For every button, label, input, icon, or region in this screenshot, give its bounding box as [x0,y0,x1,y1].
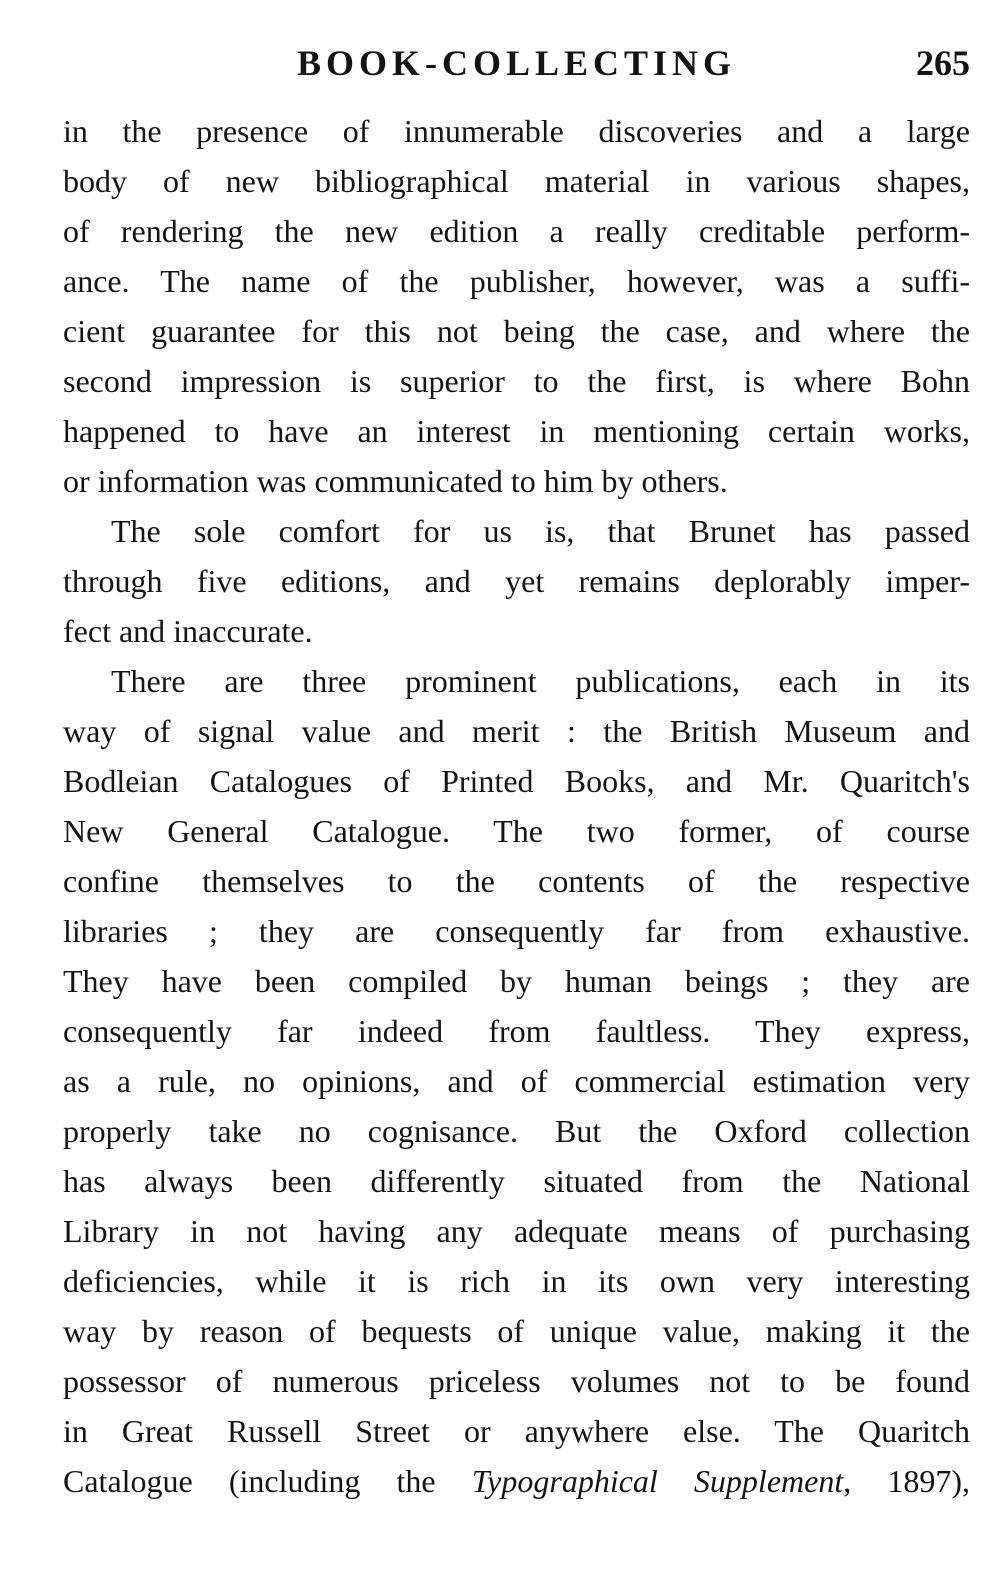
text-line [63,1106,970,1156]
text-segment: has always been differently situated from the National [63,1163,970,1199]
text-line [63,606,970,656]
page-header [63,40,970,86]
text-segment: properly take no cognisance. But the Oxford collection [63,1113,970,1149]
text-segment: libraries ; they are consequently far from exhaustive. [63,913,970,949]
text-line [63,456,970,506]
text-segment: The sole comfort for us is, that Brunet has passed [111,513,970,549]
paragraph [63,106,970,506]
text-segment: Catalogue (including the [63,1463,472,1499]
italic-text-segment: Typographical Supplement [471,1463,844,1499]
text-line [63,506,970,556]
text-line [63,206,970,256]
text-segment: fect and inaccurate. [63,613,313,649]
text-segment: consequently far indeed from faultless. They express, [63,1013,970,1049]
text-line [63,806,970,856]
text-line [63,1006,970,1056]
page-number: 265 [916,43,970,83]
text-segment: possessor of numerous priceless volumes not to be found [63,1363,970,1399]
text-line [63,1256,970,1306]
text-segment: Bodleian Catalogues of Printed Books, and Mr. Quaritch's [63,763,970,799]
text-line [63,406,970,456]
text-segment: through five editions, and yet remains deplorably imper- [63,563,970,599]
text-line [63,1206,970,1256]
paragraph [63,656,970,1506]
text-line [63,156,970,206]
text-line [63,856,970,906]
text-segment: New General Catalogue. The two former, of course [63,813,970,849]
text-segment: , 1897), [843,1463,970,1499]
paragraph [63,506,970,656]
text-line [63,1456,970,1506]
text-segment: way of signal value and merit : the British Museum and [63,713,970,749]
text-line [63,1356,970,1406]
page-body [63,106,970,1506]
text-line [63,956,970,1006]
text-line [63,1156,970,1206]
text-segment: way by reason of bequests of unique value, making it the [63,1313,970,1349]
text-segment: happened to have an interest in mentioning certain works, [63,413,970,449]
text-segment: in the presence of innumerable discoveries and a large [63,113,970,149]
text-segment: as a rule, no opinions, and of commercial estimation very [63,1063,970,1099]
text-segment: Library in not having any adequate means of purchasing [63,1213,970,1249]
text-line [63,1406,970,1456]
text-line [63,106,970,156]
text-segment: body of new bibliographical material in various shapes, [63,163,970,199]
text-segment: deficiencies, while it is rich in its own very interesting [63,1263,970,1299]
text-segment: There are three prominent publications, each in its [111,663,970,699]
text-segment: They have been compiled by human beings ; they are [63,963,970,999]
text-line [63,1306,970,1356]
text-line [63,356,970,406]
text-line [63,256,970,306]
text-line [63,306,970,356]
text-segment: of rendering the new edition a really creditable perform- [63,213,970,249]
text-segment: or information was communicated to him by others. [63,463,728,499]
text-segment: ance. The name of the publisher, however, was a suffi- [63,263,970,299]
text-line [63,556,970,606]
text-line [63,656,970,706]
text-segment: in Great Russell Street or anywhere else. The Quaritch [63,1413,970,1449]
page-title: BOOK-COLLECTING [296,43,737,83]
text-line [63,706,970,756]
text-line [63,756,970,806]
text-line [63,1056,970,1106]
text-segment: second impression is superior to the first, is where Bohn [63,363,970,399]
text-segment: confine themselves to the contents of the respective [63,863,970,899]
text-segment: cient guarantee for this not being the case, and where the [63,313,970,349]
text-line [63,906,970,956]
